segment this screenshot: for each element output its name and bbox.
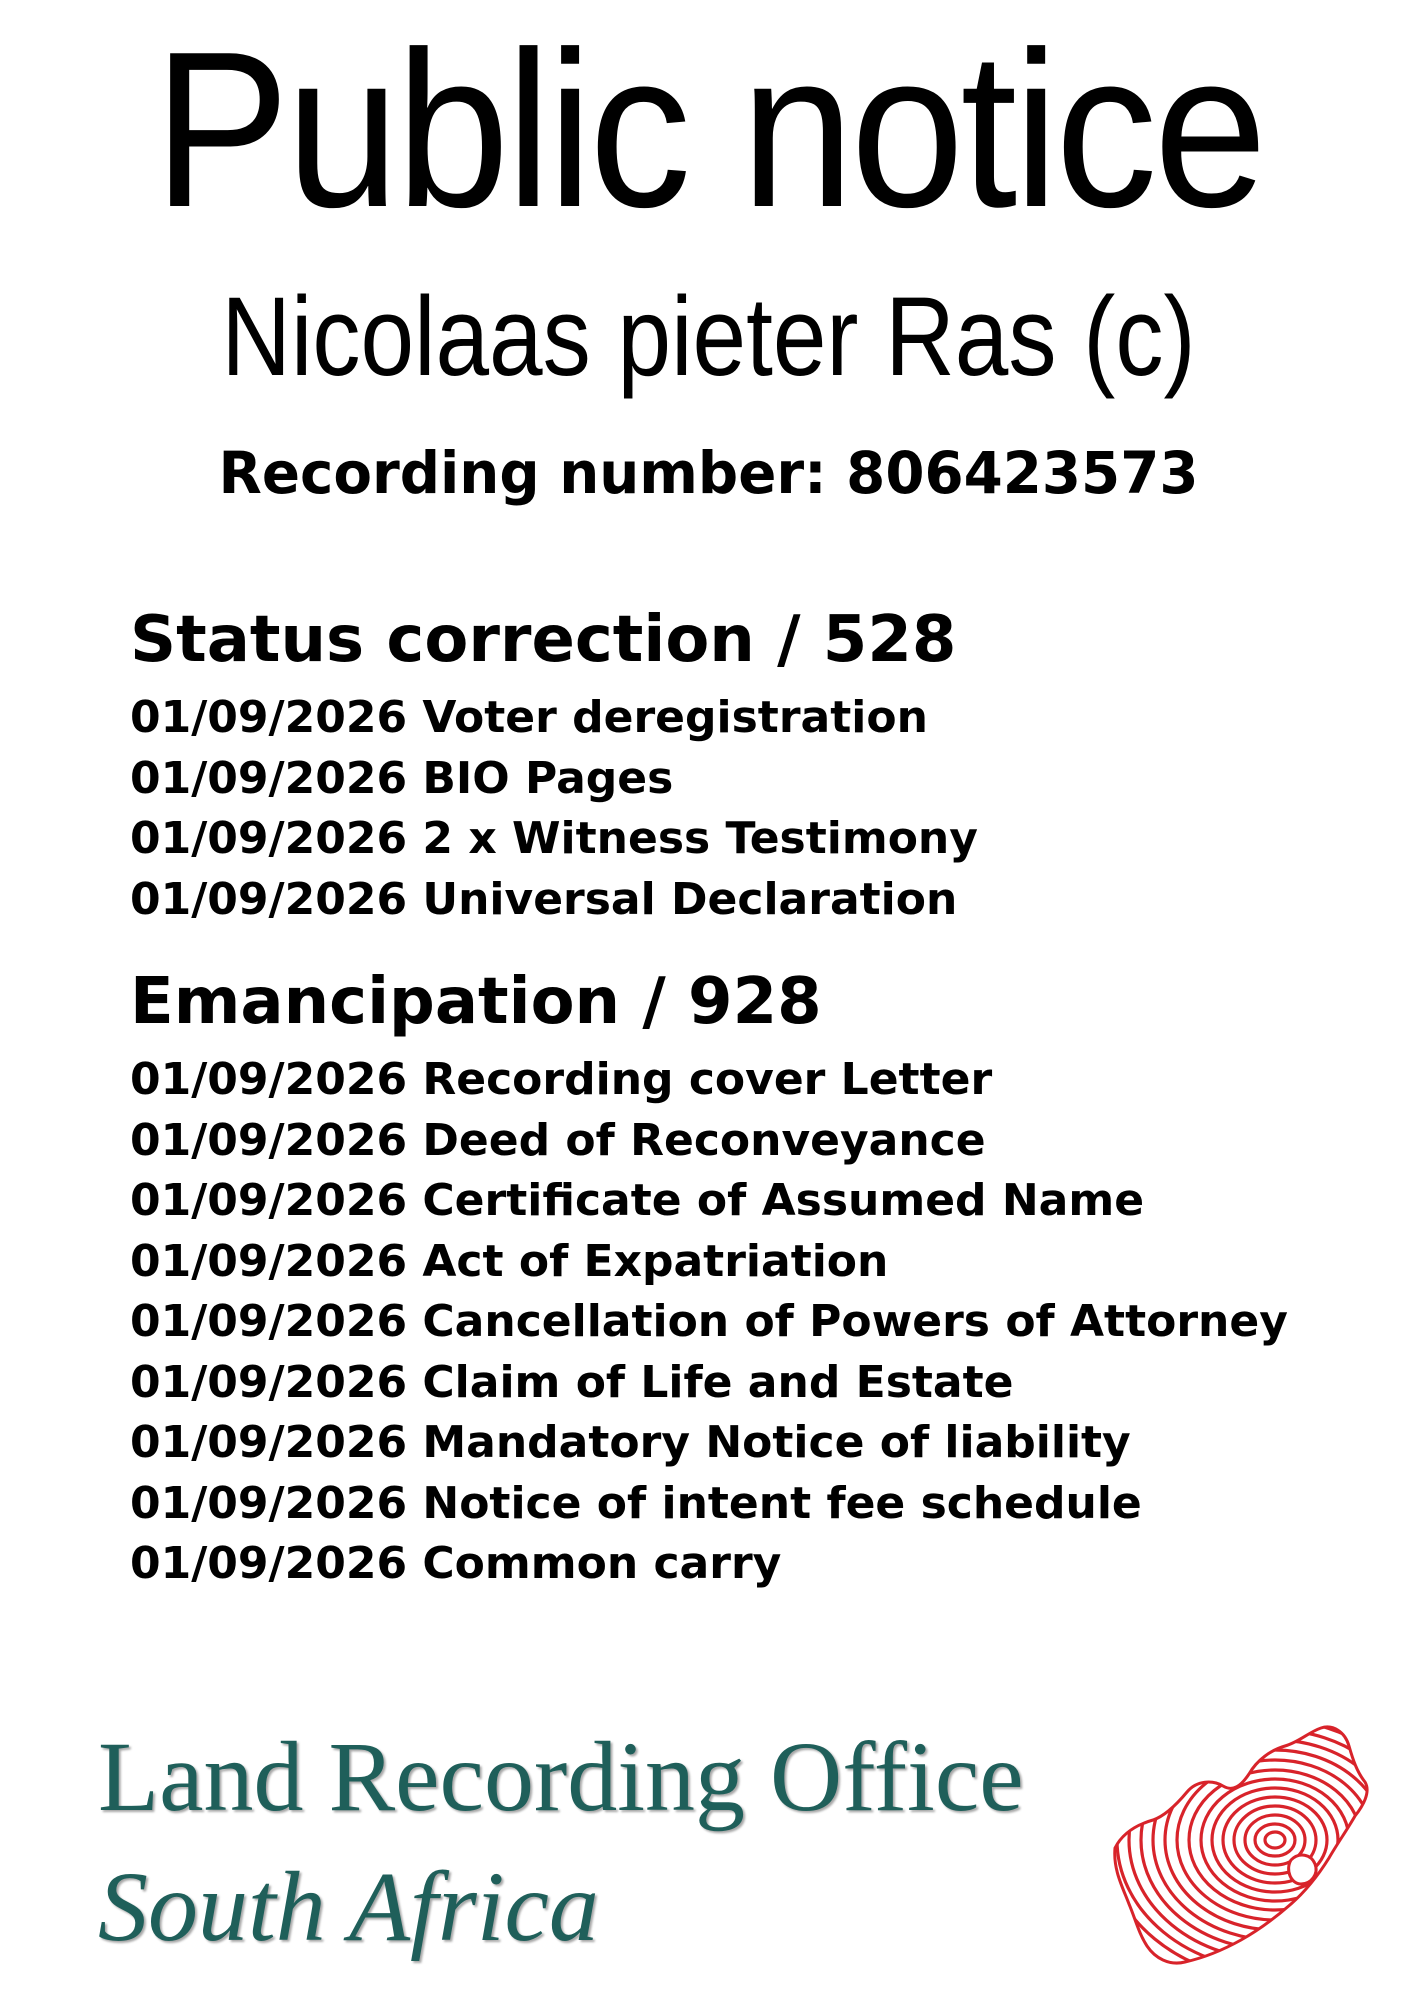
- list-item: 01/09/2026 Mandatory Notice of liability: [130, 1417, 1131, 1468]
- emancipation-section: [130, 962, 1330, 1595]
- list-item: 01/09/2026 Act of Expatriation: [130, 1235, 889, 1287]
- list-item: 01/09/2026 Claim of Life and Estate: [130, 1356, 1014, 1408]
- list-item: 01/09/2026 Notice of intent fee schedule: [130, 1477, 1142, 1529]
- person-name: Nicolaas pieter Ras (c): [221, 274, 1196, 399]
- office-country: South Africa: [98, 1851, 599, 1962]
- status-correction-section: [130, 600, 1330, 930]
- list-item: 01/09/2026 Common carry: [130, 1538, 782, 1589]
- list-item: 01/09/2026 Certificate of Assumed Name: [130, 1175, 1145, 1226]
- list-item: 01/09/2026 BIO Pages: [130, 752, 674, 804]
- recording-number: Recording number: 806423573: [218, 439, 1199, 507]
- section-heading: Emancipation / 928: [130, 965, 822, 1039]
- list-item: 01/09/2026 Recording cover Letter: [130, 1054, 993, 1105]
- list-item: 01/09/2026 Cancellation of Powers of Attorney: [130, 1296, 1288, 1347]
- list-item: 01/09/2026 Voter deregistration: [130, 692, 928, 743]
- list-item: 01/09/2026 Universal Declaration: [130, 873, 958, 925]
- list-item: 01/09/2026 Deed of Reconveyance: [130, 1114, 986, 1166]
- section-heading: Status correction / 528: [130, 603, 957, 677]
- south-africa-fingerprint-map-icon: [1095, 1720, 1375, 1970]
- office-name: Land Recording Office: [98, 1721, 1024, 1832]
- notice-title: Public notice: [153, 6, 1264, 254]
- list-item: 01/09/2026 2 x Witness Testimony: [130, 813, 978, 864]
